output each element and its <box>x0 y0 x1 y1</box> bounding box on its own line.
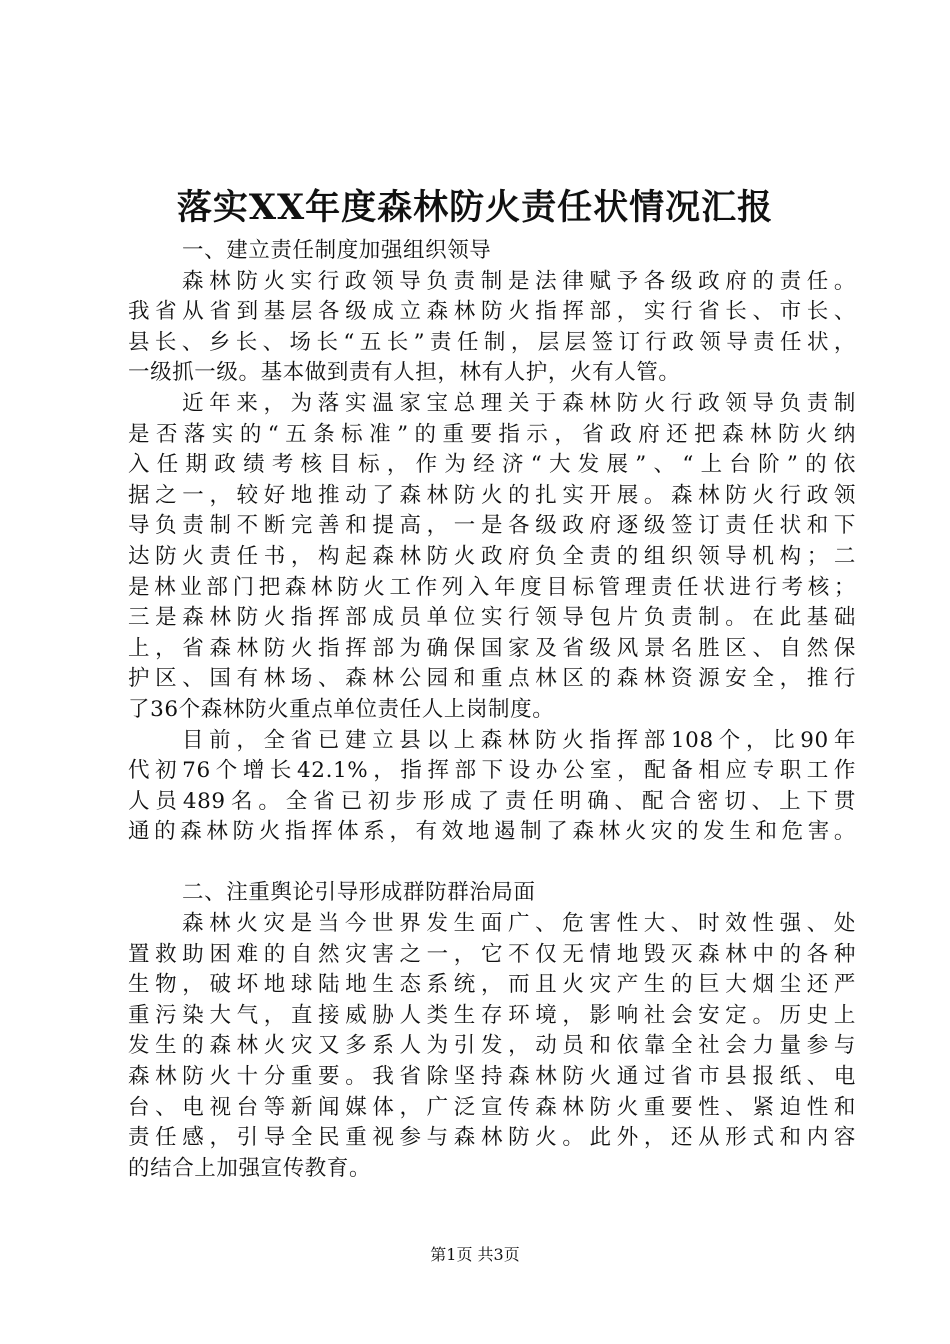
paragraph-last-line: 一级抓一级。基本做到责有人担，林有人护，火有人管。 <box>128 360 681 386</box>
text-line: 代初76个增长42.1%，指挥部下设办公室，配备相应专职工作 <box>128 758 856 784</box>
section-heading: 一、建立责任制度加强组织领导 <box>182 238 492 263</box>
document-body <box>128 236 856 1184</box>
paragraph-first-line: 目前，全省已建立县以上森林防火指挥部108个，比90年 <box>182 727 856 753</box>
text-line: 据之一，较好地推动了森林防火的扎实开展。森林防火行政领 <box>128 482 856 508</box>
text-line: 置救助困难的自然灾害之一，它不仅无情地毁灭森林中的各种 <box>128 941 856 967</box>
text-line: 是否落实的“五条标准”的重要指示，省政府还把森林防火纳 <box>128 421 856 447</box>
text-line: 我省从省到基层各级成立森林防火指挥部，实行省长、市长、 <box>128 299 856 325</box>
paragraph-first-line: 森林火灾是当今世界发生面广、危害性大、时效性强、处 <box>182 911 856 937</box>
text-line: 达防火责任书，构起森林防火政府负全责的组织领导机构；二 <box>128 543 856 569</box>
text-line: 护区、国有林场、森林公园和重点林区的森林资源安全，推行 <box>128 666 856 692</box>
text-line: 发生的森林火灾又多系人为引发，动员和依靠全社会力量参与 <box>128 1033 856 1059</box>
paragraph-first-line: 近年来，为落实温家宝总理关于森林防火行政领导负责制 <box>182 390 856 416</box>
text-line: 县长、乡长、场长“五长”责任制，层层签订行政领导责任状， <box>128 329 856 355</box>
text-line: 生物，破坏地球陆地生态系统，而且火灾产生的巨大烟尘还严 <box>128 972 856 998</box>
section-heading: 二、注重舆论引导形成群防群治局面 <box>182 880 536 906</box>
text-line: 上，省森林防火指挥部为确保国家及省级风景名胜区、自然保 <box>128 635 856 661</box>
text-line: 通的森林防火指挥体系，有效地遏制了森林火灾的发生和危害。 <box>128 819 856 845</box>
text-line: 责任感，引导全民重视参与森林防火。此外，还从形式和内容 <box>128 1125 856 1151</box>
text-line: 森林防火十分重要。我省除坚持森林防火通过省市县报纸、电 <box>128 1064 856 1090</box>
text-line: 导负责制不断完善和提高，一是各级政府逐级签订责任状和下 <box>128 513 856 539</box>
paragraph-first-line: 森林防火实行政领导负责制是法律赋予各级政府的责任。 <box>182 268 856 294</box>
paragraph-last-line: 的结合上加强宣传教育。 <box>128 1155 372 1181</box>
text-line: 是林业部门把森林防火工作列入年度目标管理责任状进行考核； <box>128 574 856 600</box>
page-footer: 第1页 共3页 <box>430 1245 520 1264</box>
paragraph-gap <box>128 848 856 879</box>
text-line: 入任期政绩考核目标，作为经济“大发展”、“上台阶”的依 <box>128 452 856 478</box>
text-line: 台、电视台等新闻媒体，广泛宣传森林防火重要性、紧迫性和 <box>128 1094 856 1120</box>
text-line: 重污染大气，直接威胁人类生存环境，影响社会安定。历史上 <box>128 1002 856 1028</box>
paragraph-last-line: 了36个森林防火重点单位责任人上岗制度。 <box>128 696 555 722</box>
text-line: 三是森林防火指挥部成员单位实行领导包片负责制。在此基础 <box>128 605 856 631</box>
document-title: 落实XX年度森林防火责任状情况汇报 <box>176 187 774 228</box>
text-line: 人员489名。全省已初步形成了责任明确、配合密切、上下贯 <box>128 788 856 814</box>
